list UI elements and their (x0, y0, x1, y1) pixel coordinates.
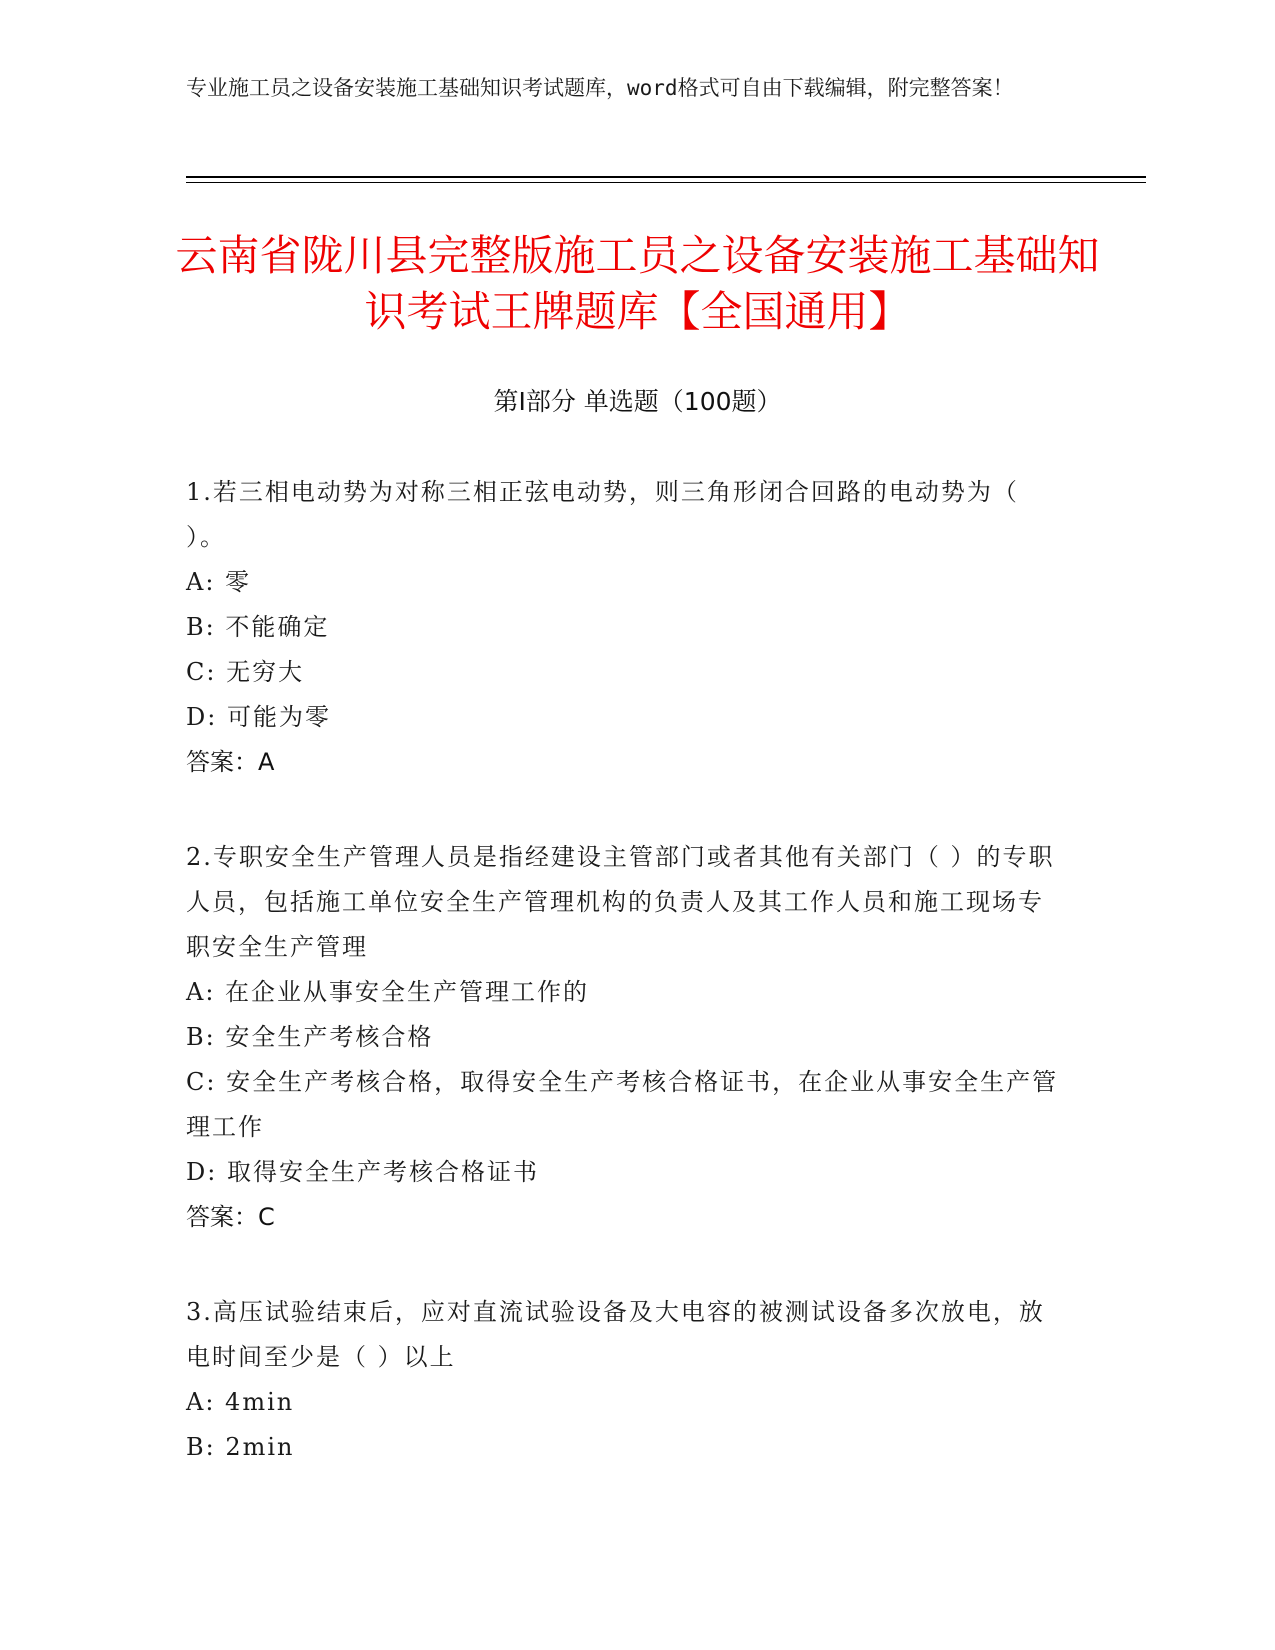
question-text: 1.若三相电动势为对称三相正弦电动势，则三角形闭合回路的电动势为（ ）。 (186, 478, 1019, 551)
header-rule-thick (186, 176, 1146, 178)
question-1 (186, 470, 1066, 785)
option-c: C: 无穷大 (186, 658, 305, 686)
option-a: A: 4min (186, 1388, 295, 1416)
option-a: A: 零 (186, 568, 252, 596)
document-title: 云南省陇川县完整版施工员之设备安装施工基础知识考试王牌题库【全国通用】 (175, 231, 1100, 336)
option-d: D: 取得安全生产考核合格证书 (186, 1158, 539, 1186)
question-list (186, 470, 1066, 1520)
option-b: B: 不能确定 (186, 613, 330, 641)
question-text: 2.专职安全生产管理人员是指经建设主管部门或者其他有关部门（ ）的专职人员，包括施工单位安全生产管理机构的负责人及其工作人员和施工现场专职安全生产管理 (186, 843, 1055, 961)
option-b: B: 安全生产考核合格 (186, 1023, 434, 1051)
question-2 (186, 835, 1066, 1240)
section-title: 第I部分 单选题（100题） (493, 387, 782, 416)
option-b: B: 2min (186, 1433, 295, 1461)
question-3 (186, 1290, 1066, 1470)
header-rule-thin (186, 182, 1146, 183)
header-note: 专业施工员之设备安装施工基础知识考试题库，word格式可自由下载编辑，附完整答案！ (186, 76, 1014, 100)
question-text: 3.高压试验结束后，应对直流试验设备及大电容的被测试设备多次放电，放电时间至少是（ ）以上 (186, 1298, 1045, 1371)
option-c: C: 安全生产考核合格，取得安全生产考核合格证书，在企业从事安全生产管理工作 (186, 1068, 1059, 1141)
answer: 答案：A (186, 748, 275, 776)
answer: 答案：C (186, 1203, 275, 1231)
option-a: A: 在企业从事安全生产管理工作的 (186, 978, 590, 1006)
option-d: D: 可能为零 (186, 703, 331, 731)
